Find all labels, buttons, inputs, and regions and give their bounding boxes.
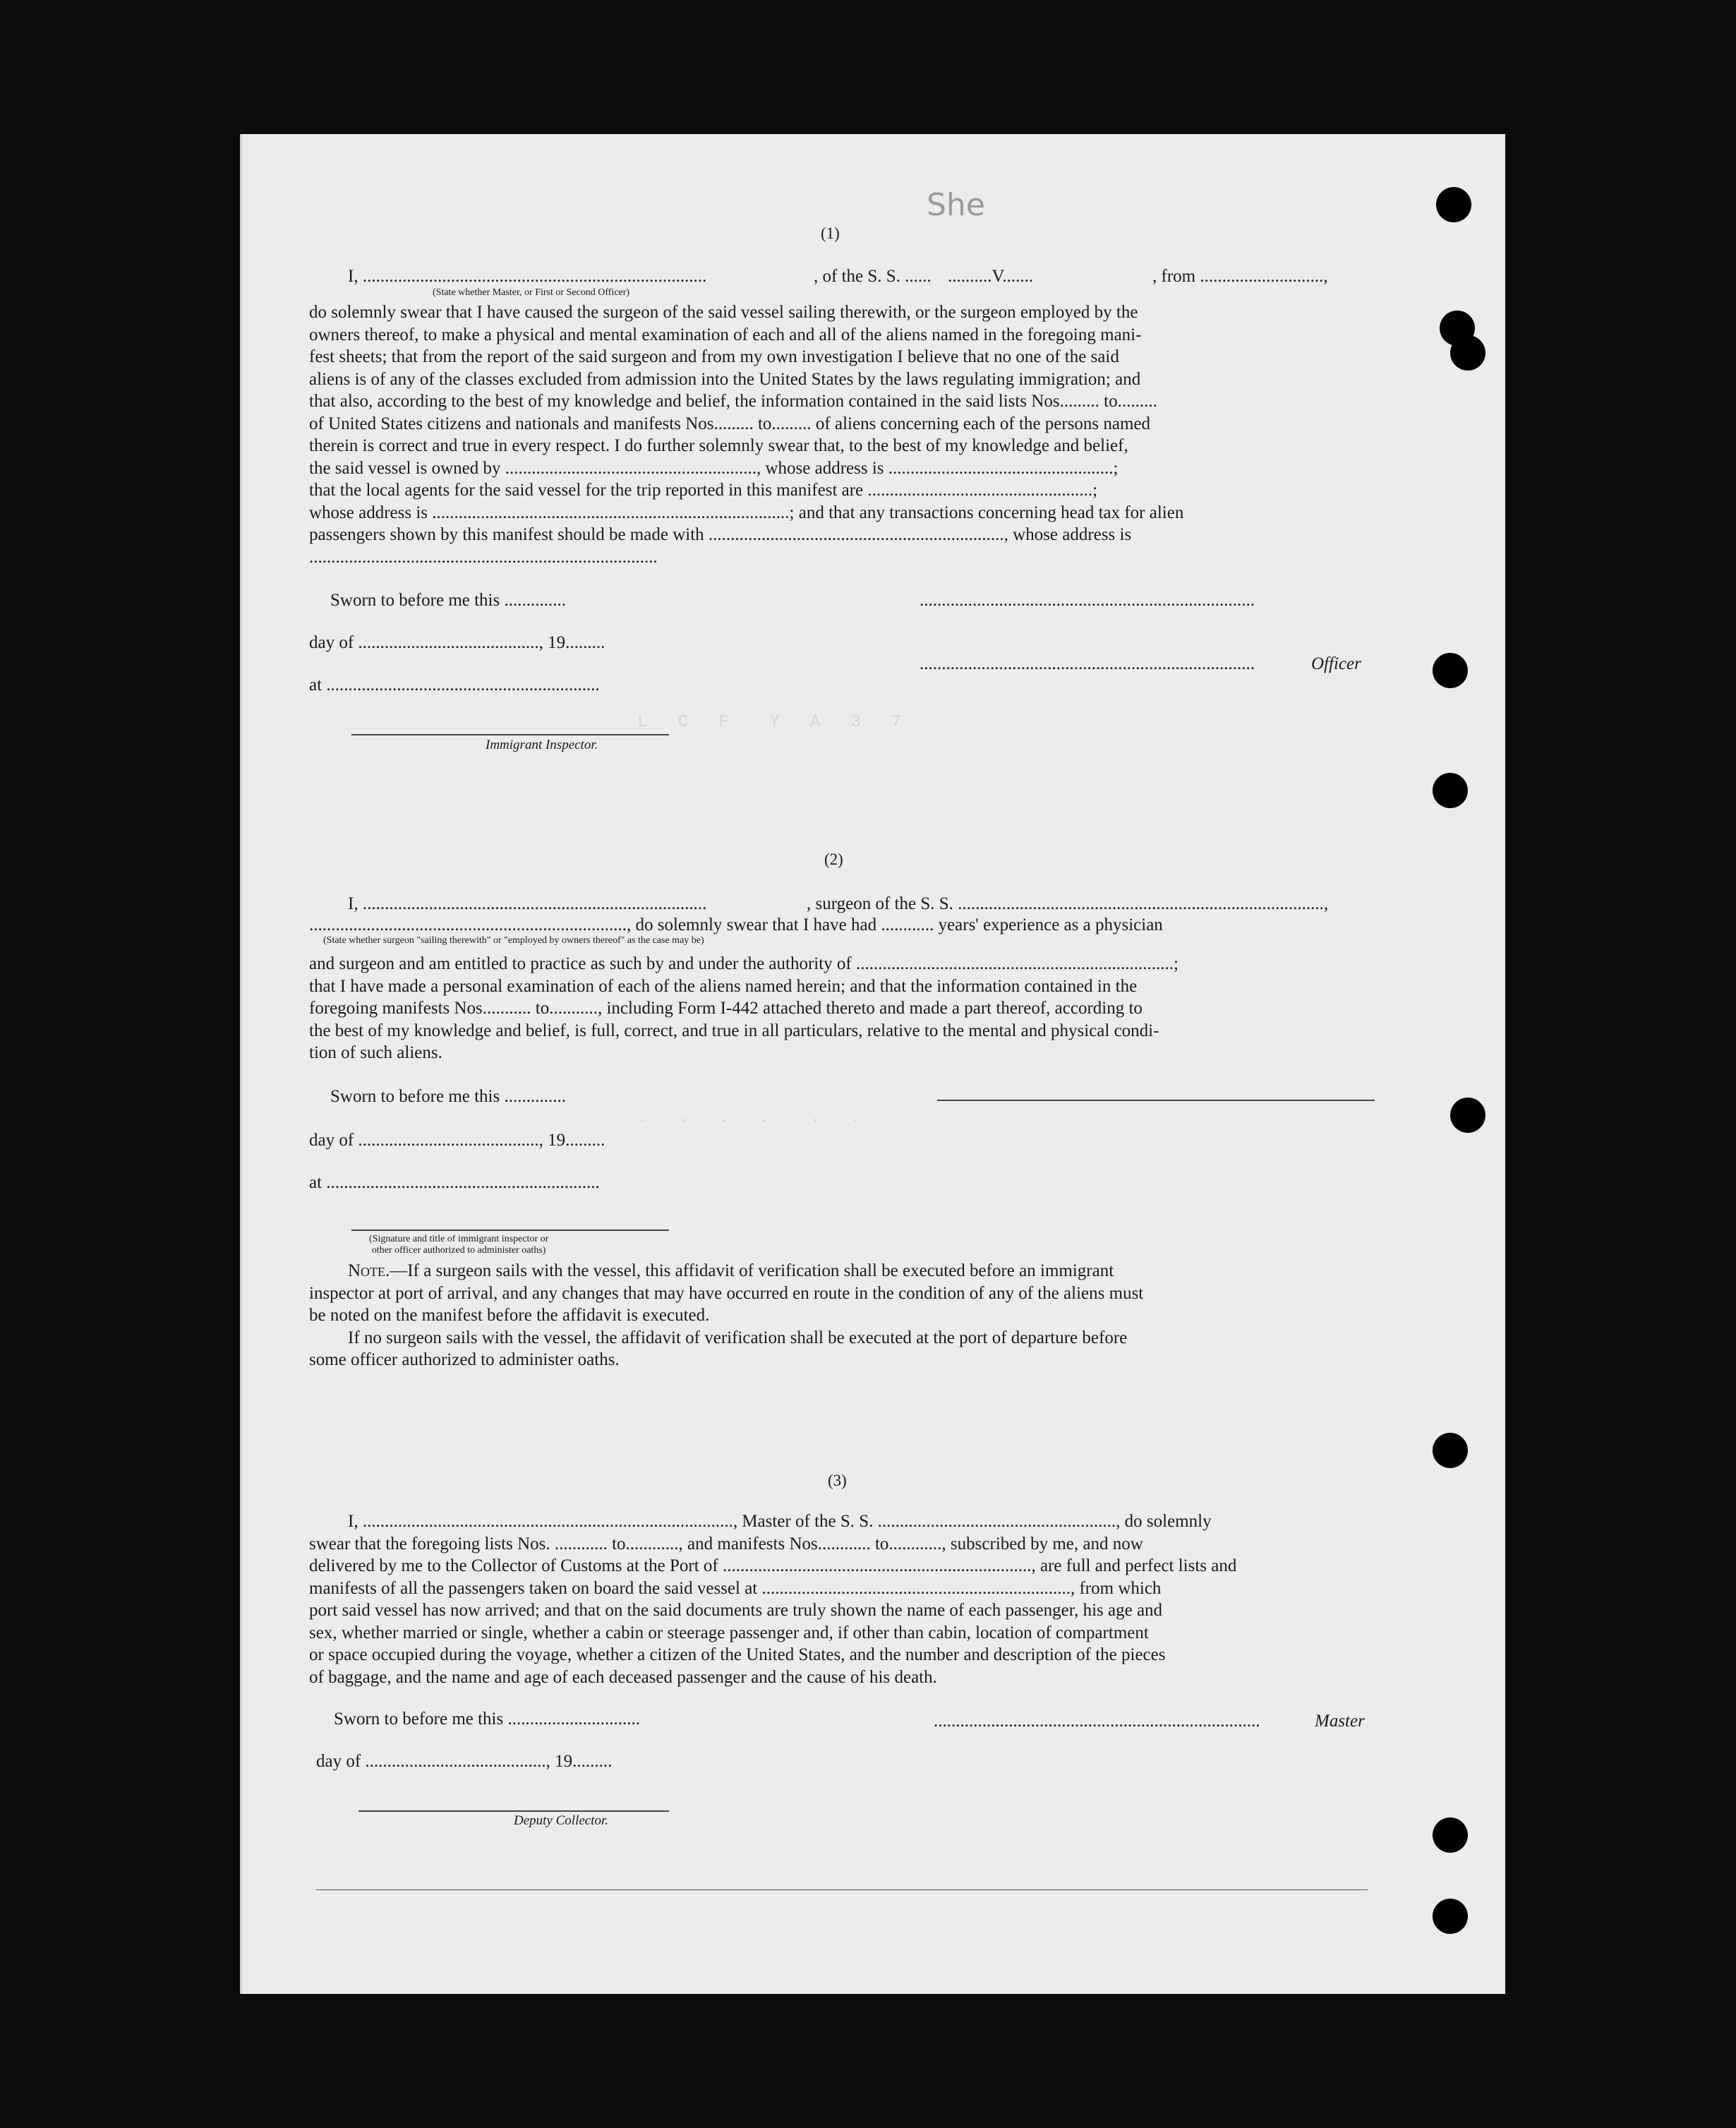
- paragraph-line: fest sheets; that from the report of the said surgeon and from my own investigation I believe that no one of the said: [309, 347, 1119, 366]
- binder-hole: [1433, 773, 1468, 808]
- section1-inspector-rule: [351, 734, 669, 735]
- section3-collector-label: Deputy Collector.: [514, 1813, 609, 1828]
- bleed-through-text: L C F Y A 3 7: [637, 713, 902, 732]
- section1-at: at ..............................................................: [309, 675, 600, 695]
- binder-hole: [1433, 1899, 1468, 1934]
- paragraph-line: tion of such aliens.: [309, 1043, 442, 1062]
- paragraph-line: owners thereof, to make a physical and mental examination of each and all of the aliens named in the foregoing mani-: [309, 325, 1142, 344]
- section1-sig-line: ............................................................................: [920, 591, 1255, 610]
- binder-hole: [1450, 335, 1485, 371]
- section1-caption: (State whether Master, or First or Second Officer): [433, 287, 630, 298]
- section3-paragraph: [309, 1510, 1376, 1688]
- paragraph-line: of United States citizens and nationals and manifests Nos......... to......... of aliens concerning each of the persons named: [309, 414, 1151, 433]
- binder-hole: [1436, 187, 1471, 222]
- section1-sworn: Sworn to before me this ..............: [330, 591, 566, 610]
- paragraph-line: therein is correct and true in every respect. I do further solemnly swear that, to the best of my knowledge and belief,: [309, 436, 1128, 455]
- section2-sworn: Sworn to before me this ..............: [330, 1087, 566, 1106]
- section3-sworn: Sworn to before me this ..............................: [334, 1709, 640, 1729]
- section2-inspector-rule: [351, 1230, 669, 1231]
- note-line: be noted on the manifest before the affidavit is executed.: [309, 1306, 710, 1325]
- binder-hole: [1433, 653, 1468, 688]
- bleed-through-text: . . . . . .: [637, 1108, 861, 1127]
- paragraph-line: and surgeon and am entitled to practice as such by and under the authority of ........................................................................;: [309, 954, 1179, 973]
- section2-line1-end: , surgeon of the S. S. ...................................................................................,: [807, 894, 1329, 913]
- section1-officer-line: ............................................................................: [920, 654, 1255, 673]
- handwritten-signature: She: [927, 187, 985, 223]
- section2-note: [309, 1260, 1375, 1371]
- paragraph-line: that the local agents for the said vessel for the trip reported in this manifest are ...................................................;: [309, 481, 1098, 500]
- note-line: [309, 1260, 1375, 1282]
- section3-collector-rule: [358, 1810, 669, 1812]
- section2-line2: ........................................................................, do solemnly swear that I have had ............ years' experience as a physician: [309, 915, 1163, 934]
- section2-day: day of ........................................., 19.........: [309, 1131, 605, 1150]
- paragraph-line: port said vessel has now arrived; and that on the said documents are truly shown the name of each passenger, his age and: [309, 1601, 1163, 1620]
- binder-hole: [1433, 1433, 1468, 1468]
- paragraph-line: ...............................................................................: [309, 547, 658, 567]
- paragraph-line: aliens is of any of the classes excluded from admission into the United States by the laws regulating immigration; and: [309, 369, 1141, 389]
- paragraph-line: that also, according to the best of my knowledge and belief, the information contained in the said lists Nos......... to.........: [309, 392, 1157, 411]
- section2-caption: (State whether surgeon "sailing therewith" or "employed by owners thereof" as the case may be): [323, 935, 704, 946]
- paragraph-line: that I have made a personal examination of each of the aliens named herein; and that the information contained in the: [309, 976, 1138, 996]
- section3-sig-line: ..........................................................................: [934, 1712, 1260, 1731]
- note-line: inspector at port of arrival, and any changes that may have occurred en route in the condition of any of the aliens must: [309, 1283, 1144, 1303]
- section2-caption-sig: (Signature and title of immigrant inspector or other officer authorized to administer oaths): [369, 1234, 549, 1256]
- section2-paragraph: [309, 953, 1375, 1064]
- bottom-rule: [316, 1889, 1368, 1890]
- section1-inspector-label: Immigrant Inspector.: [486, 738, 598, 752]
- section1-day: day of ........................................., 19.........: [309, 633, 605, 652]
- paragraph-line: delivered by me to the Collector of Customs at the Port of ......................................................................, are full and perfect lists and: [309, 1556, 1237, 1575]
- binder-hole: [1433, 1817, 1468, 1853]
- section2-number: (2): [824, 850, 843, 868]
- paragraph-line: foregoing manifests Nos........... to..........., including Form I-442 attached thereto and made a part thereof, according to: [309, 999, 1143, 1018]
- paragraph-line: the said vessel is owned by ........................................................., whose address is ...................................................;: [309, 458, 1119, 478]
- paragraph-line: I, ...................................................................................., Master of the S. S. ......................................................, do solemnly: [348, 1512, 1212, 1531]
- section1-line1-start: I, ..............................................................................: [348, 267, 707, 286]
- paragraph-line: manifests of all the passengers taken on board the said vessel at ......................................................................, from which: [309, 1578, 1162, 1598]
- note-text: —If a surgeon sails with the vessel, this affidavit of verification shall be executed before an immigrant: [390, 1261, 1114, 1280]
- paragraph-line: of baggage, and the name and age of each deceased passenger and the cause of his death.: [309, 1667, 937, 1687]
- section3-master-label: Master: [1315, 1712, 1365, 1731]
- paragraph-line: the best of my knowledge and belief, is full, correct, and true in all particulars, relative to the mental and physical condi-: [309, 1021, 1159, 1040]
- section1-vessel-name: ..........V.......: [948, 267, 1034, 286]
- paragraph-line: swear that the foregoing lists Nos. ............ to............, and manifests Nos............ to............, subscribed by me, and now: [309, 1534, 1143, 1553]
- section1-number: (1): [821, 224, 840, 242]
- paragraph-line: sex, whether married or single, whether a cabin or steerage passenger and, if other than cabin, location of compartment: [309, 1623, 1149, 1642]
- section3-day: day of ........................................., 19.........: [316, 1752, 613, 1771]
- section2-sig-rule: [937, 1100, 1375, 1101]
- section1-officer-label: Officer: [1311, 654, 1361, 673]
- section2-at: at ..............................................................: [309, 1173, 600, 1192]
- note-line: If no surgeon sails with the vessel, the affidavit of verification shall be executed at the port of departure before: [348, 1328, 1128, 1347]
- paragraph-line: do solemnly swear that I have caused the surgeon of the said vessel sailing therewith, or the surgeon employed by the: [309, 303, 1138, 322]
- note-label: Note.: [348, 1261, 390, 1280]
- section2-line1-start: I, ..............................................................................: [348, 894, 707, 913]
- section1-line1-end: , from ............................,: [1152, 267, 1328, 286]
- section1-paragraph: [309, 301, 1375, 568]
- paragraph-line: passengers shown by this manifest should be made with ..................................................................., whose address is: [309, 525, 1132, 544]
- section1-line1-mid: , of the S. S. ......: [814, 267, 932, 286]
- section3-number: (3): [828, 1472, 847, 1489]
- binder-hole: [1450, 1098, 1485, 1133]
- paragraph-line: or space occupied during the voyage, whether a citizen of the United States, and the number and description of the pieces: [309, 1645, 1166, 1664]
- paragraph-line: whose address is .................................................................................; and that any transactions concerning head tax for alien: [309, 503, 1184, 522]
- manifest-page: [240, 134, 1505, 1994]
- note-line: some officer authorized to administer oaths.: [309, 1350, 620, 1369]
